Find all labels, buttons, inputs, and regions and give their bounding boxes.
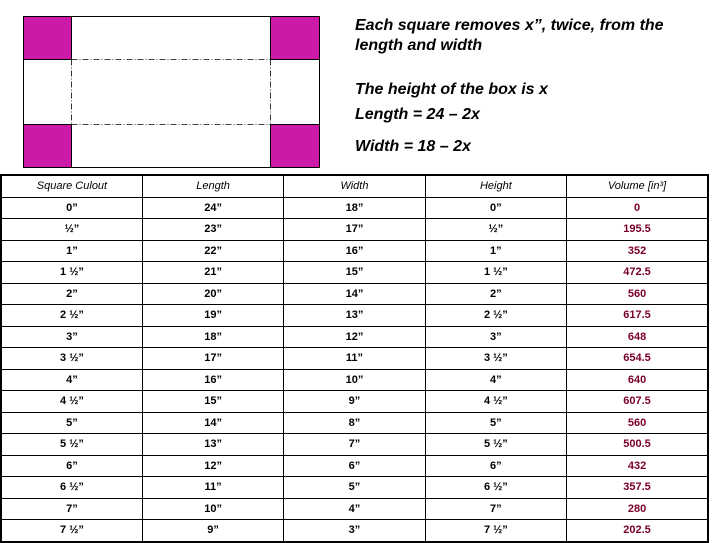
cell-length: 23” [142, 219, 283, 241]
cell-length: 12” [142, 455, 283, 477]
table-row [1, 240, 708, 262]
cell-width: 6” [284, 455, 425, 477]
cell-length: 19” [142, 305, 283, 327]
table-row [1, 520, 708, 542]
cell-square-cutout: 2” [1, 283, 142, 305]
table-row [1, 498, 708, 520]
cell-length: 22” [142, 240, 283, 262]
note-width-formula: Width = 18 – 2x [355, 138, 471, 155]
table-row [1, 412, 708, 434]
cell-length: 14” [142, 412, 283, 434]
corner-square-bottom-right [271, 125, 320, 168]
cell-height: 5 ½” [425, 434, 566, 456]
cell-volume: 648 [567, 326, 708, 348]
box-net-svg [23, 16, 320, 168]
table-row [1, 283, 708, 305]
cell-height: 1” [425, 240, 566, 262]
cell-square-cutout: 1” [1, 240, 142, 262]
cell-length: 11” [142, 477, 283, 499]
cell-length: 24” [142, 197, 283, 219]
cell-square-cutout: 7 ½” [1, 520, 142, 542]
cell-length: 16” [142, 369, 283, 391]
cell-square-cutout: 5 ½” [1, 434, 142, 456]
cell-square-cutout: 7” [1, 498, 142, 520]
cell-width: 5” [284, 477, 425, 499]
cell-height: 2” [425, 283, 566, 305]
cell-length: 9” [142, 520, 283, 542]
cell-square-cutout: 6 ½” [1, 477, 142, 499]
cell-volume: 432 [567, 455, 708, 477]
cell-length: 20” [142, 283, 283, 305]
cell-length: 10” [142, 498, 283, 520]
cell-square-cutout: 3” [1, 326, 142, 348]
cell-volume: 472.5 [567, 262, 708, 284]
cell-square-cutout: 5” [1, 412, 142, 434]
cell-width: 15” [284, 262, 425, 284]
cell-width: 17” [284, 219, 425, 241]
corner-square-top-left [24, 17, 72, 60]
cell-width: 8” [284, 412, 425, 434]
cell-height: 0” [425, 197, 566, 219]
cell-height: 2 ½” [425, 305, 566, 327]
cell-square-cutout: 2 ½” [1, 305, 142, 327]
cell-width: 12” [284, 326, 425, 348]
cell-height: ½” [425, 219, 566, 241]
header-length: Length [142, 175, 283, 197]
table-row [1, 197, 708, 219]
cell-width: 11” [284, 348, 425, 370]
cell-height: 6 ½” [425, 477, 566, 499]
table-row [1, 305, 708, 327]
cell-volume: 560 [567, 412, 708, 434]
cell-height: 7” [425, 498, 566, 520]
cell-height: 4” [425, 369, 566, 391]
cell-square-cutout: 1 ½” [1, 262, 142, 284]
cell-length: 21” [142, 262, 283, 284]
cell-volume: 654.5 [567, 348, 708, 370]
table-row [1, 262, 708, 284]
cell-volume: 560 [567, 283, 708, 305]
cell-volume: 202.5 [567, 520, 708, 542]
cell-width: 14” [284, 283, 425, 305]
cell-width: 9” [284, 391, 425, 413]
header-square-cutout: Square Culout [1, 175, 142, 197]
table-body [1, 197, 708, 542]
corner-square-bottom-left [24, 125, 72, 168]
table-row [1, 219, 708, 241]
cell-square-cutout: 4 ½” [1, 391, 142, 413]
cell-length: 13” [142, 434, 283, 456]
cell-square-cutout: 6” [1, 455, 142, 477]
cell-width: 4” [284, 498, 425, 520]
table-row [1, 369, 708, 391]
table-row [1, 391, 708, 413]
cell-square-cutout: ½” [1, 219, 142, 241]
cell-width: 18” [284, 197, 425, 219]
cell-length: 15” [142, 391, 283, 413]
header-height: Height [425, 175, 566, 197]
header-width: Width [284, 175, 425, 197]
table-row [1, 326, 708, 348]
table-row [1, 434, 708, 456]
note-height: The height of the box is x [355, 81, 548, 98]
cell-volume: 500.5 [567, 434, 708, 456]
table-row [1, 455, 708, 477]
cell-volume: 195.5 [567, 219, 708, 241]
cell-height: 5” [425, 412, 566, 434]
table-row [1, 477, 708, 499]
cell-width: 3” [284, 520, 425, 542]
cell-width: 13” [284, 305, 425, 327]
header-volume: Volume [in³] [567, 175, 708, 197]
note-length-formula: Length = 24 – 2x [355, 106, 480, 123]
note-squares-removed: Each square removes x”, twice, from the length and width [355, 17, 664, 54]
cell-volume: 357.5 [567, 477, 708, 499]
cell-height: 6” [425, 455, 566, 477]
cell-length: 17” [142, 348, 283, 370]
cell-width: 7” [284, 434, 425, 456]
cell-height: 3 ½” [425, 348, 566, 370]
cell-height: 3” [425, 326, 566, 348]
volume-table [0, 174, 709, 543]
cell-square-cutout: 3 ½” [1, 348, 142, 370]
table-header-row [1, 175, 708, 197]
cell-length: 18” [142, 326, 283, 348]
cell-width: 16” [284, 240, 425, 262]
box-net-diagram [23, 16, 320, 168]
cell-volume: 0 [567, 197, 708, 219]
corner-square-top-right [271, 17, 320, 60]
cell-square-cutout: 4” [1, 369, 142, 391]
cell-volume: 617.5 [567, 305, 708, 327]
cell-height: 7 ½” [425, 520, 566, 542]
cell-width: 10” [284, 369, 425, 391]
cell-square-cutout: 0” [1, 197, 142, 219]
cell-volume: 352 [567, 240, 708, 262]
cell-height: 4 ½” [425, 391, 566, 413]
cell-volume: 280 [567, 498, 708, 520]
table-row [1, 348, 708, 370]
cell-height: 1 ½” [425, 262, 566, 284]
cell-volume: 607.5 [567, 391, 708, 413]
cell-volume: 640 [567, 369, 708, 391]
